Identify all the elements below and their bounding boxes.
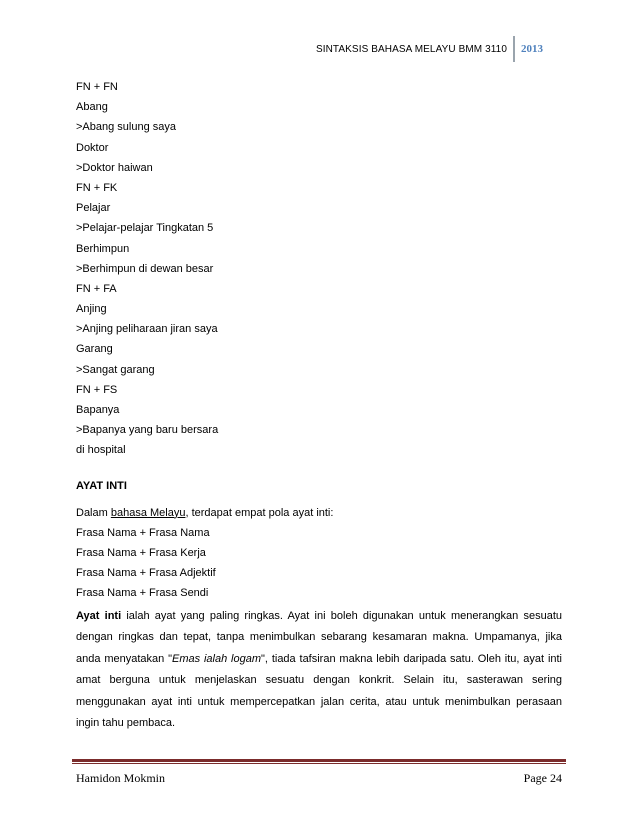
phrase-line: Garang [76, 343, 113, 356]
header-title: SINTAKSIS BAHASA MELAYU BMM 3110 [315, 43, 507, 55]
phrase-line: Doktor [76, 141, 109, 154]
phrase-line: >Doktor haiwan [76, 161, 153, 174]
phrase-line: Pelajar [76, 202, 111, 215]
header-year: 2013 [521, 43, 543, 55]
page-header [316, 36, 543, 62]
intro-prefix: Dalam [76, 506, 111, 519]
footer-rule [72, 759, 566, 764]
phrase-list [76, 77, 562, 461]
pattern-item: Frasa Nama + Frasa Kerja [76, 546, 206, 559]
phrase-line: Abang [76, 101, 108, 114]
phrase-line: Bapanya [76, 404, 120, 416]
term-bold: Ayat inti [76, 609, 122, 622]
para-text-1: ialah ayat yang paling ringkas. Ayat ini boleh digunakan untuk menerangkan sesuatu dengan ringkas dan tepat, tanpa menimbulkan sebarang kesamaran makna. Umpamanya, jika anda menyatakan " [76, 609, 562, 665]
phrase-line: Anjing [76, 303, 107, 316]
body-paragraph [76, 606, 562, 736]
page-content [76, 77, 562, 735]
pattern-item: Frasa Nama + Frasa Nama [76, 526, 210, 539]
bahasa-melayu-link[interactable]: bahasa Melayu [110, 506, 186, 519]
pattern-item: Frasa Nama + Frasa Sendi [76, 587, 209, 600]
phrase-line: Berhimpun [76, 242, 130, 255]
phrase-line: di hospital [76, 444, 126, 457]
example-italic: Emas ialah logam [172, 652, 262, 665]
phrase-line: >Abang sulung saya [76, 121, 176, 134]
phrase-line: >Bapanya yang baru bersara [76, 424, 219, 437]
pattern-item: Frasa Nama + Frasa Adjektif [76, 567, 216, 580]
phrase-line: >Sangat garang [76, 363, 155, 376]
page-footer [76, 771, 562, 786]
para-text-2: ", tiada tafsiran makna lebih daripada satu. Oleh itu, ayat inti amat berguna untuk menjelaskan sesuatu dengan konkrit. Selain itu, sasterawan sering menggunakan ayat inti untuk mempercepatkan jalan cerita, atau untuk menimbulkan perasaan ingin tahu pembaca. [76, 652, 563, 730]
phrase-line: >Anjing peliharaan jiran saya [76, 323, 218, 336]
phrase-line: FN + FA [76, 282, 117, 295]
phrase-line: FN + FN [76, 81, 118, 93]
phrase-line: >Pelajar-pelajar Tingkatan 5 [76, 222, 214, 235]
intro-suffix: , terdapat empat pola ayat inti: [185, 506, 334, 519]
footer-page-number: Page 24 [523, 771, 562, 785]
footer-author: Hamidon Mokmin [76, 771, 165, 785]
intro-line [76, 503, 562, 523]
section-heading: AYAT INTI [76, 479, 127, 492]
phrase-line: >Berhimpun di dewan besar [76, 262, 214, 275]
phrase-line: FN + FK [76, 181, 118, 194]
phrase-line: FN + FS [76, 383, 118, 396]
